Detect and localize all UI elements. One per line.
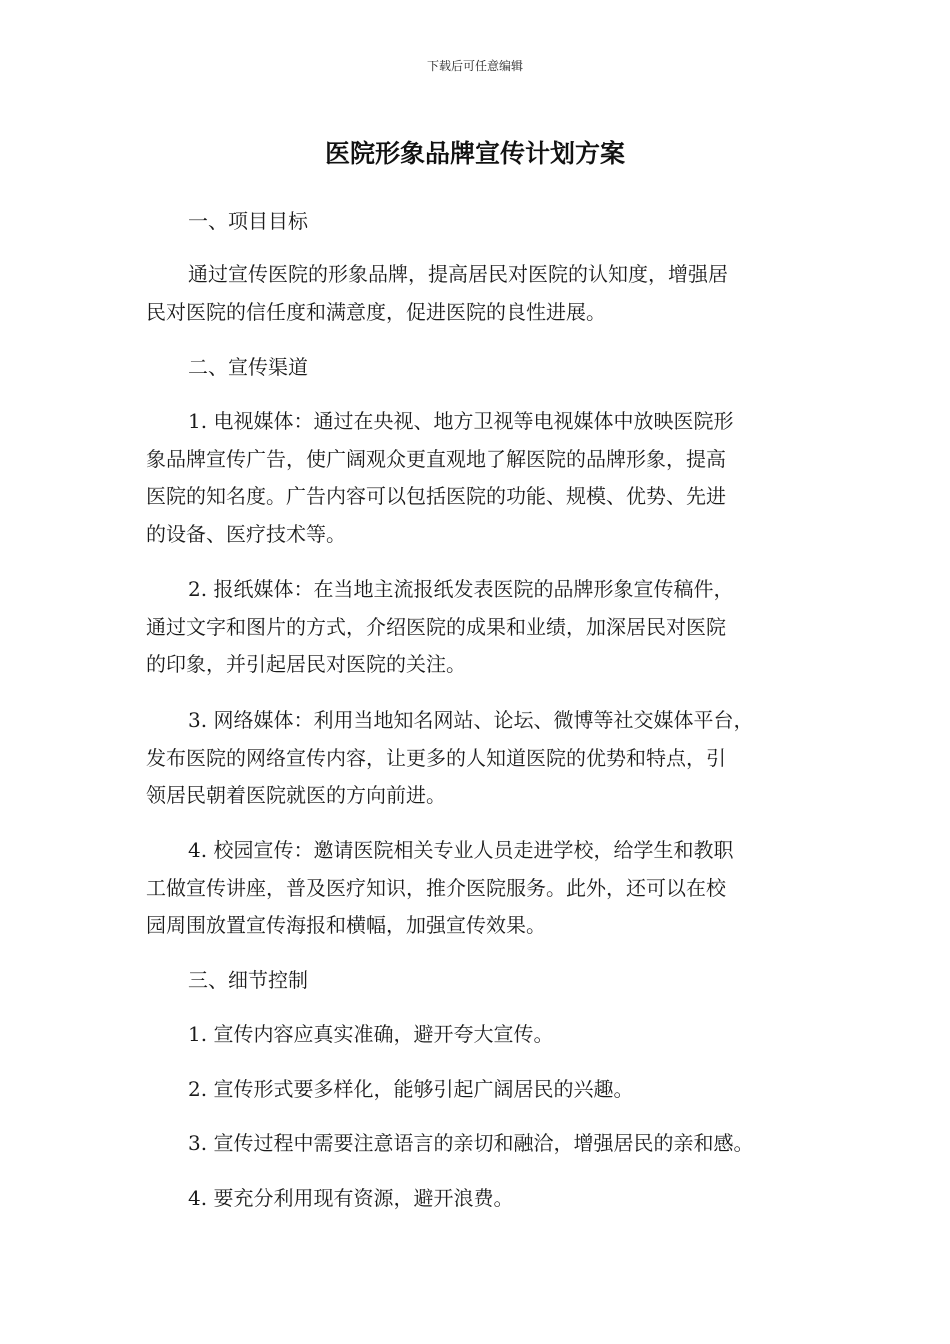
paragraph-line: 象品牌宣传广告，使广阔观众更直观地了解医院的品牌形象，提高 <box>146 446 726 471</box>
paragraph-line: 1. 电视媒体：通过在央视、地方卫视等电视媒体中放映医院形 <box>188 409 734 433</box>
list-item: 2. 宣传形式要多样化，能够引起广阔居民的兴趣。 <box>188 1077 634 1101</box>
paragraph-line: 2. 报纸媒体：在当地主流报纸发表医院的品牌形象宣传稿件， <box>188 577 734 601</box>
section-heading: 二、宣传渠道 <box>188 355 308 379</box>
paragraph-line: 园周围放置宣传海报和横幅，加强宣传效果。 <box>146 913 546 937</box>
paragraph <box>146 702 826 740</box>
paragraph <box>146 571 826 609</box>
paragraph-line: 发布医院的网络宣传内容，让更多的人知道医院的优势和特点，引 <box>146 745 726 770</box>
paragraph-line: 领居民朝着医院就医的方向前进。 <box>146 783 446 807</box>
goals-paragraph <box>146 256 826 331</box>
section-heading-details <box>146 962 826 1000</box>
paragraph-continuation <box>146 740 826 815</box>
section-heading-goals <box>146 203 826 241</box>
paragraph-line: 通过宣传医院的形象品牌，提高居民对医院的认知度，增强居 <box>188 262 728 286</box>
detail-item-3 <box>146 1125 846 1163</box>
campus-promo-paragraph <box>146 832 826 945</box>
detail-item-1 <box>146 1016 826 1054</box>
paragraph-line: 工做宣传讲座，普及医疗知识，推介医院服务。此外，还可以在校 <box>146 875 726 900</box>
paragraph-line: 民对医院的信任度和满意度，促进医院的良性进展。 <box>146 299 606 324</box>
paragraph <box>146 403 826 441</box>
tv-media-paragraph <box>146 403 826 553</box>
paragraph-line: 医院的知名度。广告内容可以包括医院的功能、规模、优势、先进 <box>146 484 726 508</box>
paragraph <box>146 832 826 870</box>
paragraph-continuation <box>146 441 826 554</box>
list-item: 1. 宣传内容应真实准确，避开夸大宣传。 <box>188 1022 554 1046</box>
detail-item-2 <box>146 1071 826 1109</box>
paragraph-continuation <box>146 870 826 945</box>
paragraph-continuation <box>146 609 826 684</box>
paragraph-line: 4. 校园宣传：邀请医院相关专业人员走进学校，给学生和教职 <box>188 838 734 862</box>
section-heading: 三、细节控制 <box>188 968 308 992</box>
list-item: 3. 宣传过程中需要注意语言的亲切和融洽，增强居民的亲和感。 <box>188 1131 754 1155</box>
header-note: 下载后可任意编辑 <box>426 59 523 73</box>
section-heading-channels <box>146 349 826 387</box>
paragraph-line: 的印象，并引起居民对医院的关注。 <box>146 652 466 676</box>
paragraph-line: 的设备、医疗技术等。 <box>146 521 346 546</box>
paragraph-line: 3. 网络媒体：利用当地知名网站、论坛、微博等社交媒体平台， <box>188 708 754 732</box>
list-item: 4. 要充分利用现有资源，避开浪费。 <box>188 1186 514 1210</box>
document-title: 医院形象品牌宣传计划方案 <box>324 139 625 168</box>
paragraph-continuation <box>146 294 826 332</box>
paragraph-line: 通过文字和图片的方式，介绍医院的成果和业绩，加深居民对医院 <box>146 614 726 639</box>
online-media-paragraph <box>146 702 826 815</box>
paragraph <box>146 256 826 294</box>
newspaper-media-paragraph <box>146 571 826 684</box>
section-heading: 一、项目目标 <box>188 209 308 233</box>
detail-item-4 <box>146 1180 826 1218</box>
